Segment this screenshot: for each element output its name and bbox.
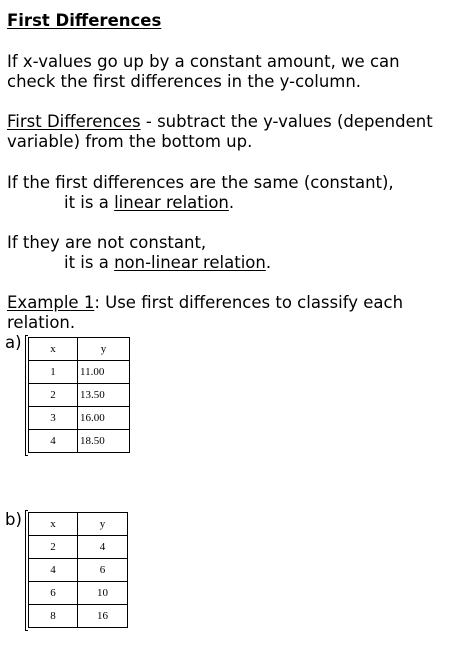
table-a-cell-x: 4 <box>29 430 78 453</box>
table-a <box>28 337 130 453</box>
table-row <box>29 536 128 559</box>
example-text: : Use first differences to classify each <box>94 293 404 312</box>
nonconstant-rule-line-2 <box>64 253 271 273</box>
table-b-header-y: y <box>78 513 128 536</box>
page-title: First Differences <box>7 11 162 30</box>
table-b-cell-y: 16 <box>78 605 128 628</box>
table-b-cell-x: 6 <box>29 582 78 605</box>
constant-rule-line-1: If the first differences are the same (constant), <box>7 173 394 192</box>
table-a-cell-x: 3 <box>29 407 78 430</box>
table-a-cell-x: 1 <box>29 361 78 384</box>
table-row <box>29 605 128 628</box>
table-b-cell-y: 4 <box>78 536 128 559</box>
part-b-label: b) <box>5 510 22 529</box>
definition-line-1 <box>7 112 433 132</box>
table-a-cell-y: 11.00 <box>78 361 130 384</box>
table-b-cell-x: 2 <box>29 536 78 559</box>
table-row <box>29 582 128 605</box>
nonconstant-rule-prefix: it is a <box>64 253 115 272</box>
intro-line-2: check the first differences in the y-column. <box>7 72 362 91</box>
nonconstant-rule-suffix: . <box>265 253 272 272</box>
definition-text: - subtract the y-values (dependent <box>140 112 433 131</box>
table-a-cell-y: 16.00 <box>78 407 130 430</box>
table-a-cell-x: 2 <box>29 384 78 407</box>
linear-relation-term: linear relation <box>114 193 229 212</box>
table-a-header-y: y <box>78 338 130 361</box>
definition-line-2: variable) from the bottom up. <box>7 132 253 151</box>
definition-term: First Differences <box>7 112 141 131</box>
example-label: Example 1 <box>7 293 95 312</box>
example-line-2: relation. <box>7 313 76 332</box>
table-row <box>29 407 130 430</box>
table-b-cell-x: 8 <box>29 605 78 628</box>
table-b-cell-x: 4 <box>29 559 78 582</box>
table-a-header-x: x <box>29 338 78 361</box>
table-a-cell-y: 18.50 <box>78 430 130 453</box>
table-a-header-row <box>29 338 130 361</box>
table-b-cell-y: 6 <box>78 559 128 582</box>
table-b-header-row <box>29 513 128 536</box>
example-line-1 <box>7 293 403 313</box>
nonconstant-rule-line-1: If they are not constant, <box>7 233 207 252</box>
table-row <box>29 384 130 407</box>
non-linear-relation-term: non-linear relation <box>114 253 266 272</box>
table-row <box>29 361 130 384</box>
table-b <box>28 512 128 628</box>
intro-line-1: If x-values go up by a constant amount, we can <box>7 52 400 71</box>
part-a-label: a) <box>5 333 22 352</box>
table-row <box>29 559 128 582</box>
constant-rule-suffix: . <box>228 193 235 212</box>
constant-rule-line-2 <box>64 193 234 213</box>
table-b-cell-y: 10 <box>78 582 128 605</box>
constant-rule-prefix: it is a <box>64 193 115 212</box>
table-a-cell-y: 13.50 <box>78 384 130 407</box>
table-b-header-x: x <box>29 513 78 536</box>
table-row <box>29 430 130 453</box>
